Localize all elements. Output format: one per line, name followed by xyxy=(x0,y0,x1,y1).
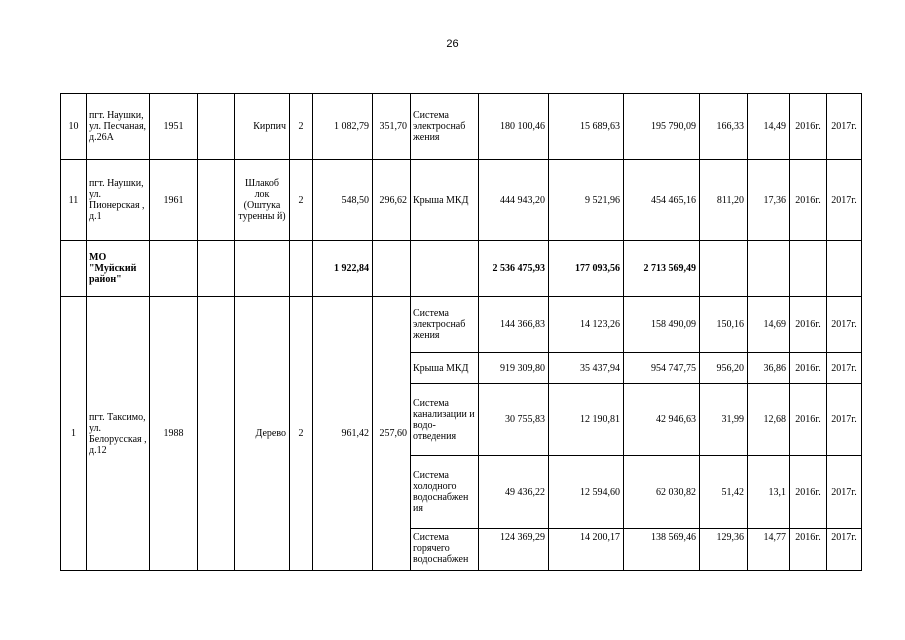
row-num: 11 xyxy=(61,160,87,241)
year-cell: 1951 xyxy=(150,94,198,160)
material-cell: Кирпич xyxy=(235,94,290,160)
material-cell: Дерево xyxy=(235,297,290,571)
value-cell: 14,77 xyxy=(748,529,790,571)
value-cell: 17,36 xyxy=(748,160,790,241)
value-cell: 13,1 xyxy=(748,456,790,529)
subtotal-row xyxy=(61,241,862,297)
blank-cell xyxy=(790,241,827,297)
value-cell: 14,69 xyxy=(748,297,790,353)
year-cell: 1988 xyxy=(150,297,198,571)
area-living-cell: 296,62 xyxy=(373,160,411,241)
system-cell: Система горячего водоснабжен xyxy=(411,529,479,571)
value-cell: 62 030,82 xyxy=(624,456,700,529)
value-cell: 195 790,09 xyxy=(624,94,700,160)
area-total-cell: 1 082,79 xyxy=(313,94,373,160)
value-cell: 138 569,46 xyxy=(624,529,700,571)
value-cell: 144 366,83 xyxy=(479,297,549,353)
year-start-cell: 2016г. xyxy=(790,353,827,384)
system-cell: Система электроснаб жения xyxy=(411,297,479,353)
value-cell: 31,99 xyxy=(700,384,748,456)
value-cell: 811,20 xyxy=(700,160,748,241)
value-cell: 454 465,16 xyxy=(624,160,700,241)
value-cell: 14 200,17 xyxy=(549,529,624,571)
system-cell: Система холодного водоснабжен ия xyxy=(411,456,479,529)
address-cell: пгт. Наушки, ул. Пионерская , д.1 xyxy=(87,160,150,241)
value-cell: 14 123,26 xyxy=(549,297,624,353)
mo-name-cell: МО "Муйский район" xyxy=(87,241,150,297)
year-start-cell: 2016г. xyxy=(790,160,827,241)
table-row xyxy=(61,94,862,160)
blank-cell xyxy=(235,241,290,297)
system-cell: Система электроснаб жения xyxy=(411,94,479,160)
year-end-cell: 2017г. xyxy=(827,94,862,160)
row-num: 1 xyxy=(61,297,87,571)
value-cell: 14,49 xyxy=(748,94,790,160)
value-cell: 51,42 xyxy=(700,456,748,529)
blank-cell xyxy=(150,241,198,297)
blank-cell xyxy=(700,241,748,297)
material-cell: Шлакоб лок (Оштука туренны й) xyxy=(235,160,290,241)
value-cell: 12 594,60 xyxy=(549,456,624,529)
table-row xyxy=(61,160,862,241)
year-end-cell: 2017г. xyxy=(827,160,862,241)
year-end-cell: 2017г. xyxy=(827,384,862,456)
address-cell: пгт. Таксимо, ул. Белорусская , д.12 xyxy=(87,297,150,571)
value-cell: 444 943,20 xyxy=(479,160,549,241)
value-cell: 919 309,80 xyxy=(479,353,549,384)
blank-cell xyxy=(748,241,790,297)
row-num: 10 xyxy=(61,94,87,160)
floors-cell: 2 xyxy=(290,297,313,571)
year-start-cell: 2016г. xyxy=(790,297,827,353)
year-end-cell: 2017г. xyxy=(827,297,862,353)
value-cell: 9 521,96 xyxy=(549,160,624,241)
value-cell: 129,36 xyxy=(700,529,748,571)
blank-cell xyxy=(827,241,862,297)
year-cell: 1961 xyxy=(150,160,198,241)
table-row xyxy=(61,297,862,353)
repair-table xyxy=(60,93,862,571)
year-end-cell: 2017г. xyxy=(827,353,862,384)
value-cell: 12,68 xyxy=(748,384,790,456)
blank-cell xyxy=(198,160,235,241)
blank-cell xyxy=(411,241,479,297)
value-cell: 124 369,29 xyxy=(479,529,549,571)
page-number: 26 xyxy=(446,38,459,50)
blank-cell xyxy=(198,297,235,571)
year-start-cell: 2016г. xyxy=(790,384,827,456)
value-cell: 166,33 xyxy=(700,94,748,160)
area-total-cell: 961,42 xyxy=(313,297,373,571)
year-start-cell: 2016г. xyxy=(790,456,827,529)
value-cell: 30 755,83 xyxy=(479,384,549,456)
floors-cell: 2 xyxy=(290,160,313,241)
value-cell: 954 747,75 xyxy=(624,353,700,384)
system-cell: Система канализации и водо- отведения xyxy=(411,384,479,456)
blank-cell xyxy=(61,241,87,297)
area-living-cell: 351,70 xyxy=(373,94,411,160)
value-cell: 956,20 xyxy=(700,353,748,384)
mo-value-cell: 2 536 475,93 xyxy=(479,241,549,297)
area-living-cell: 257,60 xyxy=(373,297,411,571)
system-cell: Крыша МКД xyxy=(411,353,479,384)
system-cell: Крыша МКД xyxy=(411,160,479,241)
year-start-cell: 2016г. xyxy=(790,529,827,571)
year-end-cell: 2017г. xyxy=(827,456,862,529)
value-cell: 180 100,46 xyxy=(479,94,549,160)
area-total-cell: 548,50 xyxy=(313,160,373,241)
year-start-cell: 2016г. xyxy=(790,94,827,160)
value-cell: 150,16 xyxy=(700,297,748,353)
value-cell: 15 689,63 xyxy=(549,94,624,160)
floors-cell: 2 xyxy=(290,94,313,160)
blank-cell xyxy=(290,241,313,297)
value-cell: 49 436,22 xyxy=(479,456,549,529)
mo-value-cell: 177 093,56 xyxy=(549,241,624,297)
value-cell: 158 490,09 xyxy=(624,297,700,353)
value-cell: 36,86 xyxy=(748,353,790,384)
blank-cell xyxy=(198,241,235,297)
mo-area-cell: 1 922,84 xyxy=(313,241,373,297)
blank-cell xyxy=(198,94,235,160)
address-cell: пгт. Наушки, ул. Песчаная, д.26А xyxy=(87,94,150,160)
value-cell: 35 437,94 xyxy=(549,353,624,384)
mo-value-cell: 2 713 569,49 xyxy=(624,241,700,297)
blank-cell xyxy=(373,241,411,297)
value-cell: 12 190,81 xyxy=(549,384,624,456)
value-cell: 42 946,63 xyxy=(624,384,700,456)
year-end-cell: 2017г. xyxy=(827,529,862,571)
